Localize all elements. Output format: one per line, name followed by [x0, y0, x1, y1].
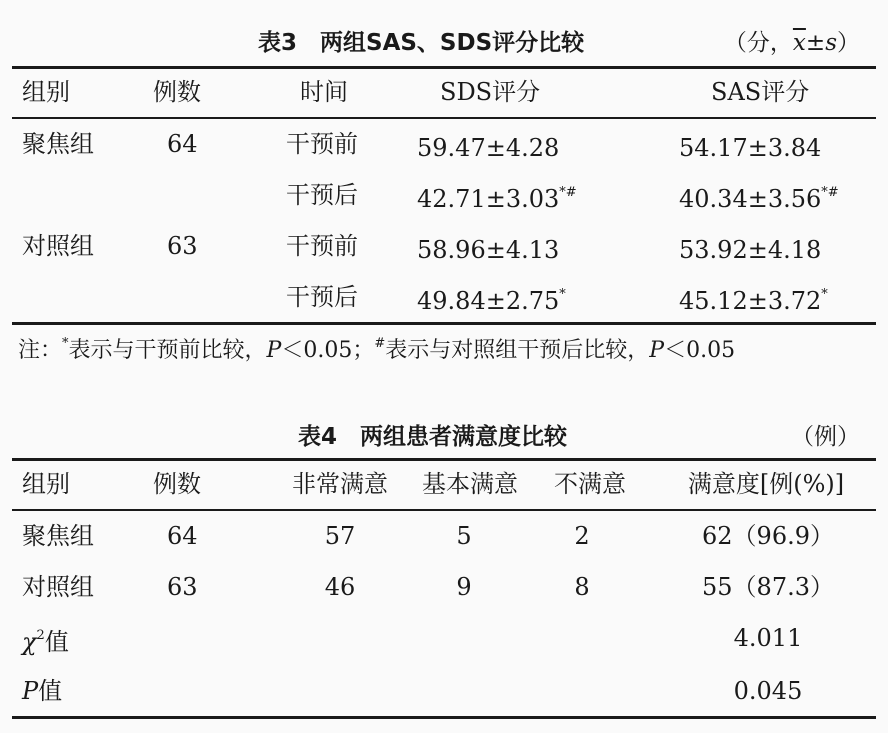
group-cell: 聚焦组: [22, 522, 94, 550]
table4-bottom-rule: [12, 716, 876, 719]
table3-header-count: 例数: [153, 78, 201, 106]
sds-cell: 58.96±4.13: [417, 236, 560, 264]
chi-square-label: $\chi^2$值: [22, 628, 69, 656]
very-satisfied-cell: 46: [324, 573, 356, 601]
table4-header-rule: [12, 509, 876, 511]
table3-header-group: 组别: [22, 78, 70, 106]
satisfaction-rate-cell: 62（96.9）: [702, 522, 834, 550]
table4-unit: （例）: [791, 424, 860, 450]
very-satisfied-cell: 57: [324, 522, 356, 550]
sas-cell: 40.34±3.56*#: [679, 185, 839, 213]
table3-header-rule: [12, 117, 876, 119]
table4-title: 表4 两组患者满意度比较: [298, 424, 568, 450]
sas-cell: 53.92±4.18: [679, 236, 822, 264]
table4-header-rate: 满意度[例(%)]: [687, 470, 845, 498]
basic-satisfied-cell: 5: [456, 522, 472, 550]
basic-satisfied-cell: 9: [456, 573, 472, 601]
p-value: 0.045: [733, 677, 803, 705]
table3-bottom-rule: [12, 322, 876, 325]
sds-cell: 59.47±4.28: [417, 134, 560, 162]
time-cell: 干预前: [286, 232, 358, 260]
sas-cell: 54.17±3.84: [679, 134, 822, 162]
group-cell: 对照组: [22, 232, 94, 260]
sds-cell: 42.71±3.03*#: [417, 185, 577, 213]
count-cell: 63: [167, 573, 198, 601]
table4-header-basic: 基本满意: [422, 470, 518, 498]
time-cell: 干预后: [286, 181, 358, 209]
table3-top-rule: [12, 66, 876, 69]
table4-header-count: 例数: [153, 470, 201, 498]
table3-header-sas: SAS评分: [711, 78, 810, 106]
satisfaction-rate-cell: 55（87.3）: [702, 573, 834, 601]
group-cell: 聚焦组: [22, 130, 94, 158]
count-cell: 64: [167, 130, 198, 158]
time-cell: 干预后: [286, 283, 358, 311]
table4-header-group: 组别: [22, 470, 70, 498]
time-cell: 干预前: [286, 130, 358, 158]
table4-header-very: 非常满意: [292, 470, 388, 498]
table3-header-time: 时间: [300, 78, 348, 106]
not-satisfied-cell: 2: [574, 522, 590, 550]
p-value-label: P值: [22, 677, 63, 705]
group-cell: 对照组: [22, 573, 94, 601]
not-satisfied-cell: 8: [574, 573, 590, 601]
count-cell: 63: [167, 232, 198, 260]
table4-top-rule: [12, 458, 876, 461]
sds-cell: 49.84±2.75*: [417, 287, 566, 315]
table4-header-not: 不满意: [554, 470, 626, 498]
chi-square-value: 4.011: [733, 624, 803, 652]
sas-cell: 45.12±3.72*: [679, 287, 828, 315]
table3-header-sds: SDS评分: [440, 78, 541, 106]
count-cell: 64: [167, 522, 198, 550]
table3-title: 表3 两组SAS、SDS评分比较: [258, 30, 585, 56]
table3-unit: （分，$\overline{x}\pm s$）: [723, 30, 860, 56]
table3-footnote: 注：*表示与干预前比较，P＜0.05；#表示与对照组干预后比较，P＜0.05: [18, 335, 736, 363]
